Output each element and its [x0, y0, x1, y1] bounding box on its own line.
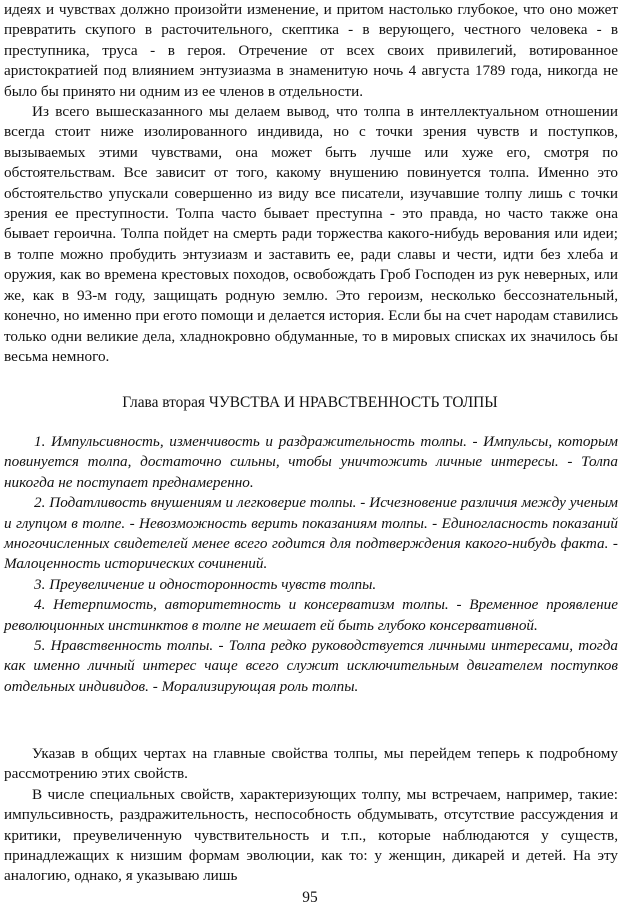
paragraph-intro: Указав в общих чертах на главные свойства толпы, мы перейдем теперь к подробному рассмотрению этих свойств. [4, 745, 618, 783]
paragraph-conclusion: Из всего вышесказанного мы делаем вывод, что толпа в интеллектуальном отношении всегда стоит ниже изолированного индивида, но с точки зрения чувств и поступков, вызываемых этими чувствами, она может быть лучше или хуже его, смотря по обстоятельствам. Все зависит от того, какому внушению повинуется толпа. Именно это обстоятельство упускали совершенно из виду все писатели, изучавшие толпу лишь с точки зрения ее преступности. Толпа часто бывает преступна - это правда, но часто также она бывает героична. Толпа пойдет на смерть ради торжества какого-нибудь верования или идеи; в толпе можно пробудить энтузиазм и заставить ее, ради славы и чести, идти без хлеба и оружия, как во времена крестовых походов, освобождать Гроб Господен из рук неверных, или же, как в 93-м году, защищать родную землю. Это героизм, несколько бессознательный, конечно, но именно при егото помощи и делается история. Если бы на счет народам ставились только одни великие дела, хладнокровно обдуманные, то в мировых списках их значилось бы весьма немного. [4, 103, 618, 365]
summary-item-1: 1. Импульсивность, изменчивость и раздражительность толпы. - Импульсы, которым повинуется толпа, достаточно сильны, чтобы уничтожить личные интересы. - Толпа никогда не поступает преднамеренно. [4, 433, 618, 491]
paragraph-continuation: идеях и чувствах должно произойти изменение, и притом настолько глубокое, что оно может превратить скупого в расточительного, скептика - в верующего, честного человека - в преступника, труса - в героя. Отречение от всех своих привилегий, вотированное аристократией под влиянием энтузиазма в знаменитую ночь 4 августа 1789 года, никогда не было бы принято ни одним из ее членов в отдельности. [4, 1, 618, 100]
summary-item-3: 3. Преувеличение и односторонность чувств толпы. [34, 575, 377, 593]
chapter-title: Глава вторая ЧУВСТВА И НРАВСТВЕННОСТЬ ТОЛПЫ [122, 394, 498, 411]
page-number: 95 [302, 889, 318, 906]
body-text-bottom [4, 744, 618, 887]
chapter-summary [4, 432, 618, 697]
paragraph-properties: В числе специальных свойств, характеризующих толпу, мы встречаем, например, такие: импульсивность, раздражительность, неспособность обдумывать, отсутствие рассуждения и критики, преувеличенную чувствительность и т.п., которые наблюдаются у существ, принадлежащих к низшим формам эволюции, как то: у женщин, дикарей и детей. На эту аналогию, однако, я указываю лишь [4, 785, 618, 885]
summary-item-4: 4. Нетерпимость, авторитетность и консерватизм толпы. - Временное проявление революционных инстинктов в толпе не мешает ей быть глубоко консервативной. [4, 596, 618, 634]
summary-item-2: 2. Податливость внушениям и легковерие толпы. - Исчезновение различия между ученым и глупцом в толпе. - Невозможность верить показаниям толпы. - Единогласность показаний многочисленных свидетелей менее всего годится для подтверждения какого-нибудь факта. - Малоценность исторических сочинений. [4, 494, 618, 573]
summary-item-5: 5. Нравственность толпы. - Толпа редко руководствуется личными интересами, тогда как именно личный интерес чаще всего служит исключительным двигателем поступков отдельных индивидов. - Морализирующая роль толпы. [4, 637, 618, 695]
body-text-top [4, 0, 618, 367]
